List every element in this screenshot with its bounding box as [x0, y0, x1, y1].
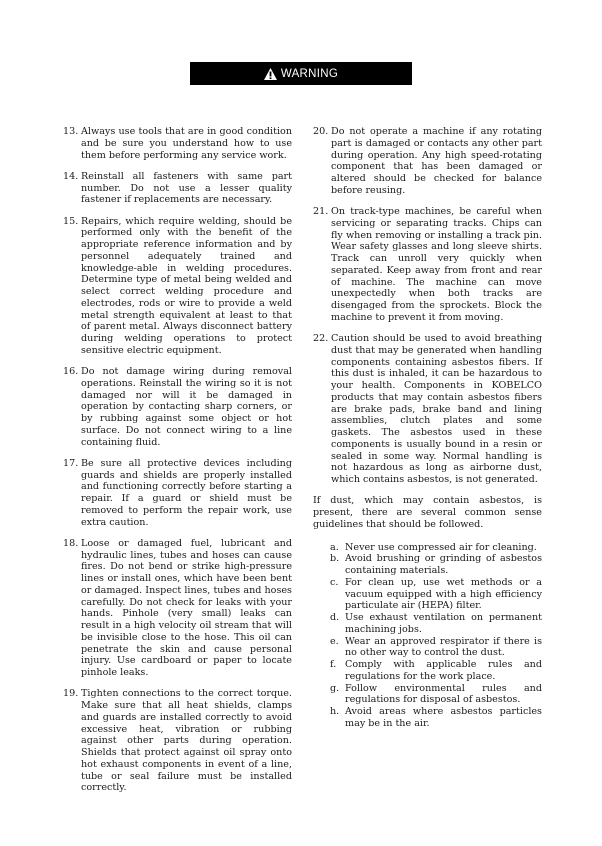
item-letter: d. [330, 612, 340, 623]
item-text: Avoid brushing or grinding of asbestos containing materials. [345, 553, 542, 576]
guideline-h [330, 706, 542, 730]
list-item-19 [63, 688, 292, 794]
item-text: Tighten connections to the correct torque. Make sure that all heat shields, clamps and guards are installed correctly to avoid excessive heat, vibration or rubbing against other parts during operation. Shields that protect against oil spray onto hot exhaust components in event of a line, tube or seal failure must be installed correctly. [81, 688, 292, 794]
left-column [63, 126, 292, 804]
item-number: 21. [313, 206, 329, 217]
list-item-20 [313, 126, 542, 197]
item-text: Comply with applicable rules and regulations for the work place. [345, 659, 542, 682]
list-item-21 [313, 206, 542, 324]
item-letter: g. [330, 682, 340, 694]
guideline-b [330, 553, 542, 577]
item-text: Do not operate a machine if any rotating part is damaged or contacts any other part during operation. Any high speed-rotating component that has been damaged or altered should be checked for balance before reusing. [331, 126, 542, 196]
warning-title: WARNING [280, 67, 339, 80]
item-number: 15. [63, 215, 79, 227]
item-number: 13. [63, 126, 79, 137]
item-text: Be sure all protective devices including guards and shields are properly installed and functioning correctly before starting a repair. If a guard or shield must be removed to perform the repair work, use extra caution. [81, 457, 292, 528]
item-text: Avoid areas where asbestos particles may be in the air. [345, 706, 542, 729]
list-item-16 [63, 366, 292, 448]
item-text: Follow environmental rules and regulations for disposal of asbestos. [345, 682, 542, 706]
item-number: 18. [63, 537, 79, 549]
guidelines-list [330, 542, 542, 730]
item-letter: e. [330, 635, 339, 647]
item-letter: c. [330, 576, 339, 588]
list-item-13 [63, 126, 292, 161]
guideline-c [330, 577, 542, 612]
item-number: 22. [313, 333, 329, 344]
item-text: Wear an approved respirator if there is no other way to control the dust. [345, 635, 542, 659]
item-number: 14. [63, 170, 79, 182]
guideline-d [330, 612, 542, 636]
guideline-f [330, 659, 542, 683]
item-number: 19. [63, 688, 79, 700]
list-item-15 [63, 216, 292, 357]
item-text: Reinstall all fasteners with same part number. Do not use a lesser quality fastener if replacements are necessary. [81, 170, 292, 206]
item-text: Caution should be used to avoid breathing dust that may be generated when handling components containing asbestos fibers. If this dust is inhaled, it can be hazardous to your health. Components in KOBELCO products that may contain asbestos fibers are brake pads, brake band and lining assemblies, clutch plates and some gaskets. The asbestos used in these components is usually bound in a resin or sealed in some way. Normal handling is not hazardous as long as airborne dust, which contains asbestos, is not generated. [331, 333, 542, 485]
item-letter: a. [330, 541, 339, 553]
item-letter: b. [330, 553, 340, 565]
item-text: On track-type machines, be careful when servicing or separating tracks. Chips can fly when removing or installing a track pin. Wear safety glasses and long sleeve shirts. Track can unroll very quickly when separated. Keep away from front and rear of machine. The machine can move unexpectedly when both tracks are disengaged from the sprockets. Block the machine to prevent it from moving. [331, 206, 542, 323]
warning-triangle-icon [264, 68, 277, 80]
guideline-e [330, 636, 542, 660]
item-text: For clean up, use wet methods or a vacuum equipped with a high efficiency particulate air (HEPA) filter. [345, 576, 542, 612]
item-text: Use exhaust ventilation on permanent machining jobs. [345, 612, 542, 635]
list-item-22 [313, 333, 542, 486]
right-column [313, 126, 542, 730]
item-number: 17. [63, 457, 79, 469]
item-text: Do not damage wiring during removal operations. Reinstall the wiring so it is not damaged nor will it be damaged in operation by contacting sharp corners, or by rubbing against some object or hot surface. Do not connect wiring to a line containing fluid. [81, 366, 292, 448]
item-text: Always use tools that are in good condition and be sure you understand how to use them before performing any service work. [81, 126, 292, 161]
guideline-g [330, 683, 542, 707]
guideline-a [330, 542, 542, 554]
item-letter: f. [330, 659, 337, 670]
item-text: Loose or damaged fuel, lubricant and hydraulic lines, tubes and hoses can cause fires. Do not bend or strike high-pressure lines or install ones, which have been bent or damaged. Inspect lines, tubes and hoses carefully. Do not check for leaks with your hands. Pinhole (very small) leaks can result in a high velocity oil stream that will be invisible close to the hose. This oil can penetrate the skin and cause personal injury. Use cardboard or paper to locate pinhole leaks. [81, 537, 292, 678]
item-text: Never use compressed air for cleaning. [345, 541, 537, 553]
list-item-18 [63, 538, 292, 679]
list-item-14 [63, 171, 292, 206]
item-text: Repairs, which require welding, should be performed only with the benefit of the appropriate reference information and by personnel adequately trained and knowledge-able in welding procedures. Determine type of metal being welded and select correct welding procedure and electrodes, rods or wire to provide a weld metal strength equivalent at least to that of parent metal. Always disconnect battery during welding operations to protect sensitive electric equipment. [81, 215, 292, 356]
item-number: 20. [313, 126, 329, 137]
warning-banner [190, 62, 412, 85]
dust-paragraph: If dust, which may contain asbestos, is present, there are several common sense guidelines that should be followed. [313, 495, 542, 530]
item-number: 16. [63, 366, 79, 377]
item-letter: h. [330, 706, 340, 717]
list-item-17 [63, 458, 292, 529]
